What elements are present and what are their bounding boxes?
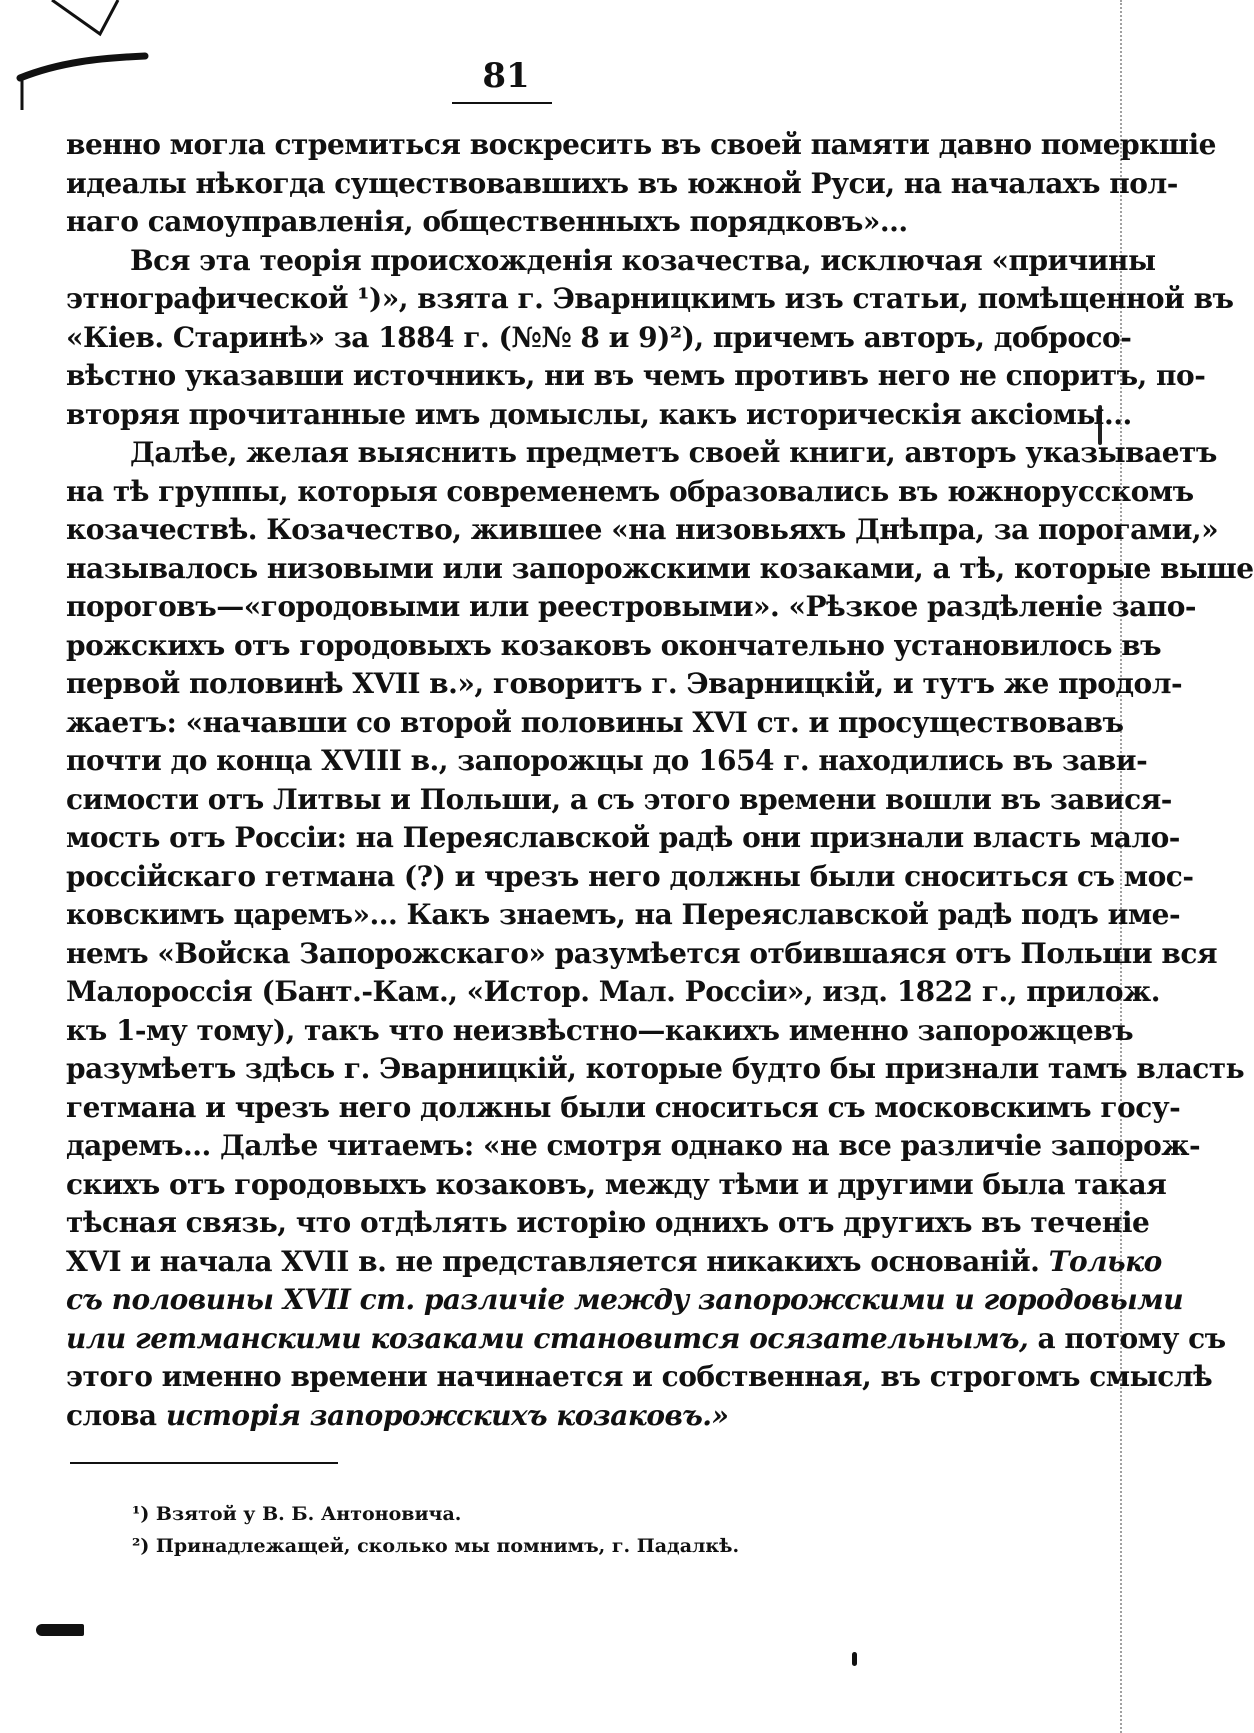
text-line-content: симости отъ Литвы и Польши, а съ этого времени вошли въ завися- bbox=[66, 782, 1172, 816]
text-line bbox=[66, 896, 1181, 935]
scan-corner-mark bbox=[0, 0, 150, 110]
page-number-rule bbox=[452, 102, 552, 104]
footnote-2: ²) Принадлежащей, сколько мы помнимъ, г. Падалкѣ. bbox=[132, 1535, 740, 1557]
footnote-rule bbox=[70, 1462, 338, 1464]
text-line bbox=[66, 1050, 1245, 1089]
text-line-content: пороговъ—«городовыми или реестровыми». «Рѣзкое раздѣленіе запо- bbox=[66, 590, 1197, 623]
text-line-content: скихъ отъ городовыхъ козаковъ, между тѣми и другими была такая bbox=[66, 1167, 1167, 1201]
text-line bbox=[66, 319, 1132, 358]
text-line-content: «Кіев. Старинѣ» за 1884 г. (№№ 8 и 9)²), причемъ авторъ, добросо- bbox=[66, 320, 1132, 354]
text-line bbox=[66, 357, 1206, 396]
text-line bbox=[66, 819, 1180, 858]
text-line bbox=[66, 1089, 1181, 1128]
text-line bbox=[66, 1127, 1201, 1166]
text-line-italic: Только bbox=[1048, 1244, 1162, 1278]
text-line-content: идеалы нѣкогда существовавшихъ въ южной Руси, на началахъ пол- bbox=[66, 166, 1178, 200]
text-line-content: Далѣе, желая выяснить предметъ своей книги, авторъ указываетъ bbox=[130, 436, 1217, 469]
text-line-content: съ половины XVII ст. различіе между запорожскими и городовыми bbox=[66, 1283, 1184, 1316]
text-line-content: первой половинѣ XVII в.», говоритъ г. Эварницкій, и тутъ же продол- bbox=[66, 667, 1183, 700]
text-line-content: вторяя прочитанные имъ домыслы, какъ историческія аксіомы... bbox=[66, 397, 1132, 431]
text-line-content: ковскимъ царемъ»... Какъ знаемъ, на Переяславской радѣ подъ име- bbox=[66, 898, 1181, 931]
page-number: 81 bbox=[482, 56, 530, 96]
text-line bbox=[66, 588, 1197, 627]
text-line-content: немъ «Войска Запорожскаго» разумѣется отбившаяся отъ Польши вся bbox=[66, 936, 1218, 970]
text-line-content: венно могла стремиться воскресить въ своей памяти давно померкшіе bbox=[66, 128, 1216, 161]
text-line-content: слова bbox=[66, 1398, 157, 1432]
scan-dot bbox=[852, 1652, 857, 1666]
text-line bbox=[66, 550, 1254, 589]
text-line bbox=[66, 203, 978, 242]
text-line bbox=[66, 473, 1194, 512]
text-line-content: этнографической ¹)», взята г. Эварницкимъ изъ статьи, помѣщенной въ bbox=[66, 282, 1234, 315]
text-line-content: вѣстно указавши источникъ, ни въ чемъ противъ него не споритъ, по- bbox=[66, 359, 1206, 392]
text-line bbox=[66, 665, 1183, 704]
text-line bbox=[66, 858, 1194, 897]
text-line bbox=[66, 1320, 1226, 1359]
text-line bbox=[66, 1281, 1184, 1320]
text-line bbox=[66, 511, 1219, 550]
text-line-content: къ 1-му тому), такъ что неизвѣстно—какихъ именно запорожцевъ bbox=[66, 1013, 1134, 1047]
text-line bbox=[66, 742, 1148, 781]
text-line-content: гетмана и чрезъ него должны были сноситься съ московскимъ госу- bbox=[66, 1090, 1181, 1124]
text-line-content: мость отъ Россіи: на Переяславской радѣ они признали власть мало- bbox=[66, 821, 1180, 854]
text-line-content: россійскаго гетмана (?) и чрезъ него должны были сноситься съ мос- bbox=[66, 859, 1194, 893]
text-line bbox=[66, 973, 1161, 1012]
text-line bbox=[66, 165, 1178, 204]
footnotes bbox=[132, 1498, 892, 1562]
footnote-1: ¹) Взятой у В. Б. Антоновича. bbox=[132, 1503, 462, 1525]
text-line bbox=[66, 1204, 1150, 1243]
text-line-content: или гетманскими козаками становится осязательнымъ, bbox=[66, 1321, 1029, 1355]
text-line bbox=[66, 1397, 978, 1436]
text-line-content: этого именно времени начинается и собственная, въ строгомъ смыслѣ bbox=[66, 1360, 1213, 1393]
text-line bbox=[66, 781, 1172, 820]
text-line-content: даремъ... Далѣе читаемъ: «не смотря однако на все различіе запорож- bbox=[66, 1129, 1201, 1162]
text-line-italic: исторія запорожскихъ козаковъ.» bbox=[165, 1398, 729, 1432]
text-line bbox=[66, 1012, 1134, 1051]
text-line-content: козачествѣ. Козачество, жившее «на низовьяхъ Днѣпра, за порогами,» bbox=[66, 513, 1219, 546]
text-line-content: рожскихъ отъ городовыхъ козаковъ окончательно установилось въ bbox=[66, 628, 1162, 662]
text-line-content: называлось низовыми или запорожскими козаками, а тѣ, которые выше bbox=[66, 551, 1254, 585]
text-line bbox=[66, 627, 1162, 666]
text-line bbox=[66, 434, 1217, 473]
text-line bbox=[66, 280, 1234, 319]
text-line-content: наго самоуправленія, общественныхъ порядковъ»... bbox=[66, 205, 908, 238]
text-line bbox=[66, 1358, 1213, 1397]
text-line bbox=[66, 1166, 1167, 1205]
text-line bbox=[66, 242, 1156, 281]
text-line-content: Вся эта теорія происхожденія козачества, исключая «причины bbox=[130, 243, 1156, 277]
body-text bbox=[66, 126, 1254, 1435]
text-line-content: почти до конца XVIII в., запорожцы до 1654 г. находились въ зави- bbox=[66, 744, 1148, 777]
text-line-content: тѣсная связь, что отдѣлять исторію однихъ отъ другихъ въ теченіе bbox=[66, 1206, 1150, 1239]
text-line-content: жаетъ: «начавши со второй половины XVI ст. и просуществовавъ bbox=[66, 705, 1124, 739]
text-line bbox=[66, 126, 1216, 165]
text-line-content: XVI и начала XVII в. не представляется никакихъ основаній. bbox=[66, 1244, 1040, 1278]
scan-smudge bbox=[36, 1624, 84, 1636]
text-line bbox=[66, 1243, 1162, 1282]
text-line-content: Малороссія (Бант.-Кам., «Истор. Мал. Россіи», изд. 1822 г., прилож. bbox=[66, 975, 1161, 1008]
text-line bbox=[66, 704, 1124, 743]
text-line bbox=[66, 935, 1218, 974]
text-line bbox=[66, 396, 1132, 435]
text-line-content: на тѣ группы, которыя современемъ образовались въ южнорусскомъ bbox=[66, 474, 1194, 508]
text-line-tail: а потому съ bbox=[1037, 1321, 1226, 1355]
text-line-content: разумѣетъ здѣсь г. Эварницкій, которые будто бы признали тамъ власть bbox=[66, 1052, 1245, 1085]
